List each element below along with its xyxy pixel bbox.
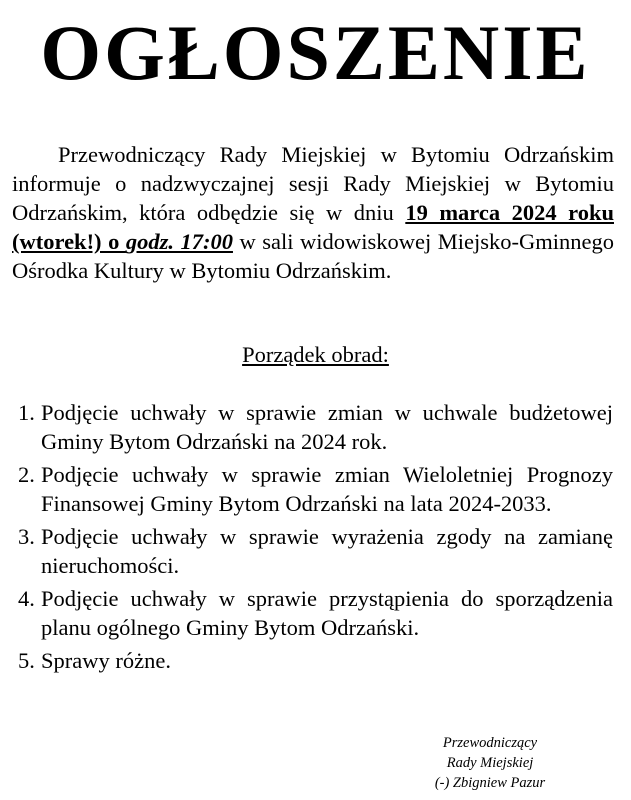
agenda-item-text: Podjęcie uchwały w sprawie zmian Wieloletniej Prognozy Finansowej Gminy Bytom Odrzański na lata 2024-2033. bbox=[41, 462, 613, 516]
intro-text-before: Przewodniczący Rady Miejskiej w Bytomiu Odrzańskim informuje o nadzwyczajnej sesji Rady Miejskiej w Bytomiu Odrzańskim, która odbędzie się w dniu bbox=[12, 142, 614, 225]
intro-text-after: w sali widowiskowej Miejsko-Gminnego Ośrodka Kultury w Bytomiu Odrzańskim. bbox=[12, 229, 614, 283]
signature-block bbox=[390, 733, 590, 793]
signature-title: Przewodniczący bbox=[442, 735, 538, 751]
agenda-item-number: 5. bbox=[18, 648, 35, 673]
meeting-time: godz. 17:00 bbox=[125, 229, 233, 254]
agenda-item-text: Podjęcie uchwały w sprawie wyrażenia zgody na zamianę nieruchomości. bbox=[41, 524, 613, 578]
agenda-list bbox=[18, 398, 613, 679]
agenda-item bbox=[18, 584, 613, 642]
agenda-item bbox=[18, 522, 613, 580]
page-title: OGŁOSZENIE bbox=[40, 9, 591, 96]
agenda-item-number: 1. bbox=[18, 400, 35, 425]
agenda-item-number: 3. bbox=[18, 524, 35, 549]
agenda-heading: Porządek obrad: bbox=[242, 342, 389, 367]
agenda-item bbox=[18, 398, 613, 456]
signature-name: (-) Zbigniew Pazur bbox=[434, 775, 546, 791]
agenda-item-text: Podjęcie uchwały w sprawie przystąpienia do sporządzenia planu ogólnego Gminy Bytom Odrzański. bbox=[41, 586, 613, 640]
agenda-item-text: Sprawy różne. bbox=[41, 648, 171, 673]
agenda-item-text: Podjęcie uchwały w sprawie zmian w uchwale budżetowej Gminy Bytom Odrzański na 2024 rok. bbox=[41, 400, 613, 454]
meeting-date: 19 marca 2024 roku (wtorek!) o bbox=[12, 200, 614, 254]
agenda-item-number: 4. bbox=[18, 586, 35, 611]
agenda-item-number: 2. bbox=[18, 462, 35, 487]
announcement-paragraph bbox=[12, 140, 614, 285]
agenda-item bbox=[18, 646, 613, 675]
agenda-item bbox=[18, 460, 613, 518]
signature-council: Rady Miejskiej bbox=[446, 755, 534, 771]
